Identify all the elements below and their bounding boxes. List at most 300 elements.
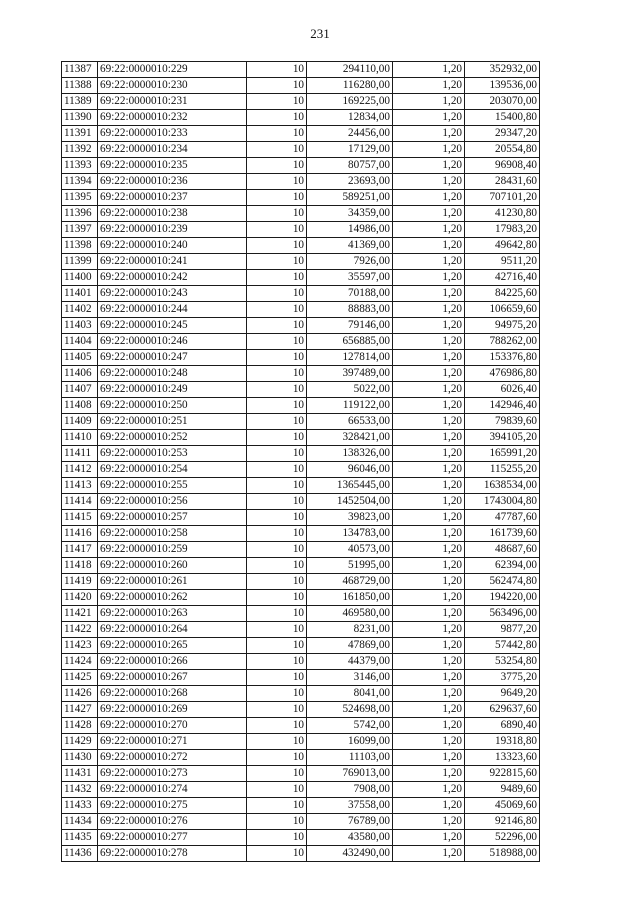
cell-total: 53254,80 [465, 654, 540, 670]
cell-group: 10 [247, 414, 307, 430]
cell-coefficient: 1,20 [393, 734, 465, 750]
cell-cadastral-value: 328421,00 [307, 430, 393, 446]
cell-row-number: 11435 [62, 830, 98, 846]
cell-row-number: 11390 [62, 110, 98, 126]
cell-group: 10 [247, 814, 307, 830]
cell-cadastral-number: 69:22:0000010:272 [98, 750, 247, 766]
cell-coefficient: 1,20 [393, 478, 465, 494]
cell-row-number: 11392 [62, 142, 98, 158]
cell-group: 10 [247, 126, 307, 142]
cell-cadastral-value: 39823,00 [307, 510, 393, 526]
cell-row-number: 11417 [62, 542, 98, 558]
cell-coefficient: 1,20 [393, 78, 465, 94]
cell-coefficient: 1,20 [393, 702, 465, 718]
cell-row-number: 11422 [62, 622, 98, 638]
cell-row-number: 11415 [62, 510, 98, 526]
cell-coefficient: 1,20 [393, 350, 465, 366]
cell-total: 562474,80 [465, 574, 540, 590]
cell-cadastral-value: 51995,00 [307, 558, 393, 574]
cell-group: 10 [247, 366, 307, 382]
cell-cadastral-value: 44379,00 [307, 654, 393, 670]
table-row [62, 462, 540, 478]
cell-group: 10 [247, 654, 307, 670]
cell-cadastral-number: 69:22:0000010:265 [98, 638, 247, 654]
cell-coefficient: 1,20 [393, 190, 465, 206]
cell-cadastral-number: 69:22:0000010:229 [98, 62, 247, 78]
table-row [62, 478, 540, 494]
cell-total: 476986,80 [465, 366, 540, 382]
cell-coefficient: 1,20 [393, 766, 465, 782]
cell-coefficient: 1,20 [393, 94, 465, 110]
cell-row-number: 11427 [62, 702, 98, 718]
cell-coefficient: 1,20 [393, 654, 465, 670]
table-row [62, 398, 540, 414]
cell-group: 10 [247, 174, 307, 190]
cell-total: 42716,40 [465, 270, 540, 286]
cell-cadastral-number: 69:22:0000010:260 [98, 558, 247, 574]
cell-coefficient: 1,20 [393, 414, 465, 430]
cell-coefficient: 1,20 [393, 222, 465, 238]
table-row [62, 110, 540, 126]
cell-row-number: 11419 [62, 574, 98, 590]
cell-total: 161739,60 [465, 526, 540, 542]
cell-cadastral-number: 69:22:0000010:247 [98, 350, 247, 366]
cell-total: 47787,60 [465, 510, 540, 526]
cell-cadastral-number: 69:22:0000010:240 [98, 238, 247, 254]
cell-row-number: 11404 [62, 334, 98, 350]
table-row [62, 158, 540, 174]
cell-cadastral-value: 43580,00 [307, 830, 393, 846]
cell-row-number: 11414 [62, 494, 98, 510]
cell-cadastral-number: 69:22:0000010:243 [98, 286, 247, 302]
cell-coefficient: 1,20 [393, 558, 465, 574]
cell-cadastral-value: 169225,00 [307, 94, 393, 110]
cell-cadastral-number: 69:22:0000010:233 [98, 126, 247, 142]
cell-group: 10 [247, 590, 307, 606]
cell-total: 1638534,00 [465, 478, 540, 494]
cell-cadastral-value: 1365445,00 [307, 478, 393, 494]
table-row [62, 318, 540, 334]
cell-coefficient: 1,20 [393, 174, 465, 190]
cell-row-number: 11409 [62, 414, 98, 430]
cell-cadastral-value: 76789,00 [307, 814, 393, 830]
table-row [62, 174, 540, 190]
cell-cadastral-number: 69:22:0000010:253 [98, 446, 247, 462]
cell-total: 92146,80 [465, 814, 540, 830]
cell-cadastral-number: 69:22:0000010:250 [98, 398, 247, 414]
table-row [62, 654, 540, 670]
cell-total: 20554,80 [465, 142, 540, 158]
cell-group: 10 [247, 510, 307, 526]
cell-cadastral-number: 69:22:0000010:251 [98, 414, 247, 430]
cell-cadastral-number: 69:22:0000010:258 [98, 526, 247, 542]
cell-row-number: 11425 [62, 670, 98, 686]
table-row [62, 814, 540, 830]
cell-cadastral-number: 69:22:0000010:252 [98, 430, 247, 446]
cell-total: 52296,00 [465, 830, 540, 846]
cell-row-number: 11391 [62, 126, 98, 142]
cell-total: 518988,00 [465, 846, 540, 862]
cell-cadastral-number: 69:22:0000010:269 [98, 702, 247, 718]
cell-group: 10 [247, 718, 307, 734]
table-row [62, 510, 540, 526]
cell-cadastral-number: 69:22:0000010:256 [98, 494, 247, 510]
cell-group: 10 [247, 302, 307, 318]
cell-cadastral-value: 40573,00 [307, 542, 393, 558]
cell-row-number: 11426 [62, 686, 98, 702]
cell-cadastral-value: 80757,00 [307, 158, 393, 174]
cell-cadastral-value: 47869,00 [307, 638, 393, 654]
cell-cadastral-value: 161850,00 [307, 590, 393, 606]
cell-total: 79839,60 [465, 414, 540, 430]
cell-cadastral-number: 69:22:0000010:259 [98, 542, 247, 558]
cell-cadastral-value: 397489,00 [307, 366, 393, 382]
cell-coefficient: 1,20 [393, 830, 465, 846]
table-row [62, 590, 540, 606]
table-row [62, 526, 540, 542]
cell-group: 10 [247, 670, 307, 686]
cell-cadastral-value: 24456,00 [307, 126, 393, 142]
cell-coefficient: 1,20 [393, 750, 465, 766]
cell-cadastral-number: 69:22:0000010:266 [98, 654, 247, 670]
cell-coefficient: 1,20 [393, 286, 465, 302]
cell-cadastral-number: 69:22:0000010:262 [98, 590, 247, 606]
cell-coefficient: 1,20 [393, 686, 465, 702]
cell-row-number: 11395 [62, 190, 98, 206]
cell-cadastral-number: 69:22:0000010:246 [98, 334, 247, 350]
cell-cadastral-number: 69:22:0000010:278 [98, 846, 247, 862]
table-row [62, 542, 540, 558]
cell-coefficient: 1,20 [393, 334, 465, 350]
cell-total: 203070,00 [465, 94, 540, 110]
cell-total: 96908,40 [465, 158, 540, 174]
cell-coefficient: 1,20 [393, 462, 465, 478]
cell-cadastral-value: 468729,00 [307, 574, 393, 590]
table-row [62, 62, 540, 78]
cell-row-number: 11412 [62, 462, 98, 478]
cell-row-number: 11432 [62, 782, 98, 798]
cell-group: 10 [247, 686, 307, 702]
cell-group: 10 [247, 270, 307, 286]
cell-total: 563496,00 [465, 606, 540, 622]
cell-total: 19318,80 [465, 734, 540, 750]
cell-cadastral-value: 5022,00 [307, 382, 393, 398]
table-row [62, 606, 540, 622]
cell-row-number: 11421 [62, 606, 98, 622]
cell-coefficient: 1,20 [393, 526, 465, 542]
cell-row-number: 11387 [62, 62, 98, 78]
table-row [62, 574, 540, 590]
cell-group: 10 [247, 542, 307, 558]
cell-coefficient: 1,20 [393, 782, 465, 798]
cell-cadastral-number: 69:22:0000010:268 [98, 686, 247, 702]
cell-coefficient: 1,20 [393, 606, 465, 622]
table-row [62, 766, 540, 782]
cell-row-number: 11398 [62, 238, 98, 254]
table-row [62, 94, 540, 110]
cell-cadastral-value: 88883,00 [307, 302, 393, 318]
cell-group: 10 [247, 798, 307, 814]
cell-row-number: 11413 [62, 478, 98, 494]
cell-group: 10 [247, 398, 307, 414]
cell-cadastral-number: 69:22:0000010:238 [98, 206, 247, 222]
cell-cadastral-value: 116280,00 [307, 78, 393, 94]
cell-group: 10 [247, 830, 307, 846]
table-row [62, 494, 540, 510]
cell-total: 707101,20 [465, 190, 540, 206]
cell-row-number: 11436 [62, 846, 98, 862]
cell-cadastral-number: 69:22:0000010:264 [98, 622, 247, 638]
cell-total: 115255,20 [465, 462, 540, 478]
cadastral-value-table [61, 61, 540, 862]
cell-cadastral-value: 294110,00 [307, 62, 393, 78]
table-row [62, 670, 540, 686]
cell-coefficient: 1,20 [393, 542, 465, 558]
cell-row-number: 11430 [62, 750, 98, 766]
cell-coefficient: 1,20 [393, 158, 465, 174]
cell-total: 9877,20 [465, 622, 540, 638]
cell-coefficient: 1,20 [393, 126, 465, 142]
cell-cadastral-value: 23693,00 [307, 174, 393, 190]
cell-cadastral-number: 69:22:0000010:249 [98, 382, 247, 398]
cell-row-number: 11396 [62, 206, 98, 222]
table-row [62, 302, 540, 318]
table-row [62, 334, 540, 350]
cell-cadastral-value: 79146,00 [307, 318, 393, 334]
cell-total: 3775,20 [465, 670, 540, 686]
cell-group: 10 [247, 238, 307, 254]
cell-cadastral-value: 16099,00 [307, 734, 393, 750]
cell-total: 94975,20 [465, 318, 540, 334]
cell-group: 10 [247, 526, 307, 542]
table-row [62, 414, 540, 430]
cell-total: 394105,20 [465, 430, 540, 446]
cell-group: 10 [247, 158, 307, 174]
cell-group: 10 [247, 558, 307, 574]
cell-coefficient: 1,20 [393, 622, 465, 638]
cell-group: 10 [247, 638, 307, 654]
cell-group: 10 [247, 782, 307, 798]
cell-group: 10 [247, 254, 307, 270]
page-number: 231 [310, 26, 330, 41]
cell-total: 6026,40 [465, 382, 540, 398]
table-row [62, 638, 540, 654]
table-row [62, 830, 540, 846]
cell-group: 10 [247, 702, 307, 718]
cell-coefficient: 1,20 [393, 206, 465, 222]
cell-total: 139536,00 [465, 78, 540, 94]
table-row [62, 142, 540, 158]
cell-row-number: 11394 [62, 174, 98, 190]
cell-cadastral-value: 14986,00 [307, 222, 393, 238]
cell-total: 15400,80 [465, 110, 540, 126]
cell-total: 1743004,80 [465, 494, 540, 510]
cell-group: 10 [247, 62, 307, 78]
cell-row-number: 11416 [62, 526, 98, 542]
table-row [62, 622, 540, 638]
cell-cadastral-value: 34359,00 [307, 206, 393, 222]
cell-total: 194220,00 [465, 590, 540, 606]
table-row [62, 222, 540, 238]
table-row [62, 206, 540, 222]
cell-row-number: 11410 [62, 430, 98, 446]
cell-total: 17983,20 [465, 222, 540, 238]
cell-group: 10 [247, 222, 307, 238]
cell-cadastral-value: 656885,00 [307, 334, 393, 350]
cell-coefficient: 1,20 [393, 846, 465, 862]
table-row [62, 270, 540, 286]
cell-group: 10 [247, 286, 307, 302]
cell-cadastral-value: 37558,00 [307, 798, 393, 814]
cell-total: 153376,80 [465, 350, 540, 366]
cell-cadastral-value: 66533,00 [307, 414, 393, 430]
cell-total: 922815,60 [465, 766, 540, 782]
table-row [62, 446, 540, 462]
cell-total: 57442,80 [465, 638, 540, 654]
cell-cadastral-value: 1452504,00 [307, 494, 393, 510]
cell-group: 10 [247, 606, 307, 622]
cell-coefficient: 1,20 [393, 110, 465, 126]
table-row [62, 286, 540, 302]
cell-cadastral-value: 70188,00 [307, 286, 393, 302]
cell-row-number: 11405 [62, 350, 98, 366]
cell-total: 49642,80 [465, 238, 540, 254]
cell-cadastral-number: 69:22:0000010:276 [98, 814, 247, 830]
cell-coefficient: 1,20 [393, 270, 465, 286]
cell-cadastral-number: 69:22:0000010:244 [98, 302, 247, 318]
cell-total: 48687,60 [465, 542, 540, 558]
cell-cadastral-value: 119122,00 [307, 398, 393, 414]
cell-cadastral-number: 69:22:0000010:234 [98, 142, 247, 158]
cell-cadastral-value: 12834,00 [307, 110, 393, 126]
cell-cadastral-number: 69:22:0000010:236 [98, 174, 247, 190]
table-row [62, 782, 540, 798]
cell-cadastral-value: 41369,00 [307, 238, 393, 254]
cell-cadastral-value: 469580,00 [307, 606, 393, 622]
cell-total: 9489,60 [465, 782, 540, 798]
table-row [62, 750, 540, 766]
cell-cadastral-value: 5742,00 [307, 718, 393, 734]
cell-row-number: 11402 [62, 302, 98, 318]
cell-row-number: 11411 [62, 446, 98, 462]
cell-cadastral-value: 17129,00 [307, 142, 393, 158]
cell-row-number: 11397 [62, 222, 98, 238]
cell-cadastral-number: 69:22:0000010:273 [98, 766, 247, 782]
cell-group: 10 [247, 750, 307, 766]
cell-row-number: 11400 [62, 270, 98, 286]
cell-coefficient: 1,20 [393, 798, 465, 814]
cell-group: 10 [247, 766, 307, 782]
cell-cadastral-value: 134783,00 [307, 526, 393, 542]
table-row [62, 190, 540, 206]
cell-group: 10 [247, 350, 307, 366]
cell-cadastral-number: 69:22:0000010:254 [98, 462, 247, 478]
cell-cadastral-value: 127814,00 [307, 350, 393, 366]
cell-group: 10 [247, 494, 307, 510]
table-row [62, 686, 540, 702]
cell-coefficient: 1,20 [393, 510, 465, 526]
table-body [62, 62, 540, 862]
table-row [62, 734, 540, 750]
cell-group: 10 [247, 622, 307, 638]
cell-group: 10 [247, 190, 307, 206]
cell-cadastral-value: 35597,00 [307, 270, 393, 286]
cell-cadastral-number: 69:22:0000010:271 [98, 734, 247, 750]
cell-group: 10 [247, 78, 307, 94]
cell-coefficient: 1,20 [393, 446, 465, 462]
cell-cadastral-number: 69:22:0000010:257 [98, 510, 247, 526]
table-row [62, 558, 540, 574]
cell-group: 10 [247, 462, 307, 478]
cell-cadastral-number: 69:22:0000010:231 [98, 94, 247, 110]
cell-cadastral-value: 3146,00 [307, 670, 393, 686]
cell-coefficient: 1,20 [393, 62, 465, 78]
cell-cadastral-number: 69:22:0000010:241 [98, 254, 247, 270]
cell-row-number: 11423 [62, 638, 98, 654]
cell-row-number: 11418 [62, 558, 98, 574]
table-row [62, 382, 540, 398]
cell-cadastral-value: 138326,00 [307, 446, 393, 462]
cell-total: 788262,00 [465, 334, 540, 350]
cell-cadastral-value: 589251,00 [307, 190, 393, 206]
cell-coefficient: 1,20 [393, 430, 465, 446]
cell-row-number: 11429 [62, 734, 98, 750]
cell-row-number: 11393 [62, 158, 98, 174]
cell-cadastral-value: 8041,00 [307, 686, 393, 702]
cell-row-number: 11428 [62, 718, 98, 734]
cell-row-number: 11433 [62, 798, 98, 814]
cell-row-number: 11424 [62, 654, 98, 670]
cell-cadastral-number: 69:22:0000010:275 [98, 798, 247, 814]
cell-coefficient: 1,20 [393, 590, 465, 606]
cell-row-number: 11407 [62, 382, 98, 398]
table-row [62, 78, 540, 94]
cell-row-number: 11431 [62, 766, 98, 782]
cell-total: 106659,60 [465, 302, 540, 318]
cell-coefficient: 1,20 [393, 382, 465, 398]
cell-cadastral-number: 69:22:0000010:237 [98, 190, 247, 206]
cell-row-number: 11401 [62, 286, 98, 302]
cell-group: 10 [247, 110, 307, 126]
cell-coefficient: 1,20 [393, 366, 465, 382]
cell-coefficient: 1,20 [393, 398, 465, 414]
cell-coefficient: 1,20 [393, 302, 465, 318]
cell-row-number: 11406 [62, 366, 98, 382]
cell-group: 10 [247, 734, 307, 750]
cell-total: 9511,20 [465, 254, 540, 270]
cell-coefficient: 1,20 [393, 318, 465, 334]
table-row [62, 254, 540, 270]
cell-coefficient: 1,20 [393, 142, 465, 158]
cell-cadastral-value: 7908,00 [307, 782, 393, 798]
cell-cadastral-value: 8231,00 [307, 622, 393, 638]
cell-coefficient: 1,20 [393, 814, 465, 830]
cell-cadastral-number: 69:22:0000010:270 [98, 718, 247, 734]
cell-group: 10 [247, 334, 307, 350]
cell-row-number: 11399 [62, 254, 98, 270]
cell-cadastral-number: 69:22:0000010:267 [98, 670, 247, 686]
cell-coefficient: 1,20 [393, 638, 465, 654]
cell-row-number: 11403 [62, 318, 98, 334]
cell-group: 10 [247, 430, 307, 446]
cell-cadastral-number: 69:22:0000010:232 [98, 110, 247, 126]
table-row [62, 366, 540, 382]
cell-cadastral-value: 11103,00 [307, 750, 393, 766]
cell-coefficient: 1,20 [393, 494, 465, 510]
table-row [62, 798, 540, 814]
cell-total: 84225,60 [465, 286, 540, 302]
cell-row-number: 11389 [62, 94, 98, 110]
